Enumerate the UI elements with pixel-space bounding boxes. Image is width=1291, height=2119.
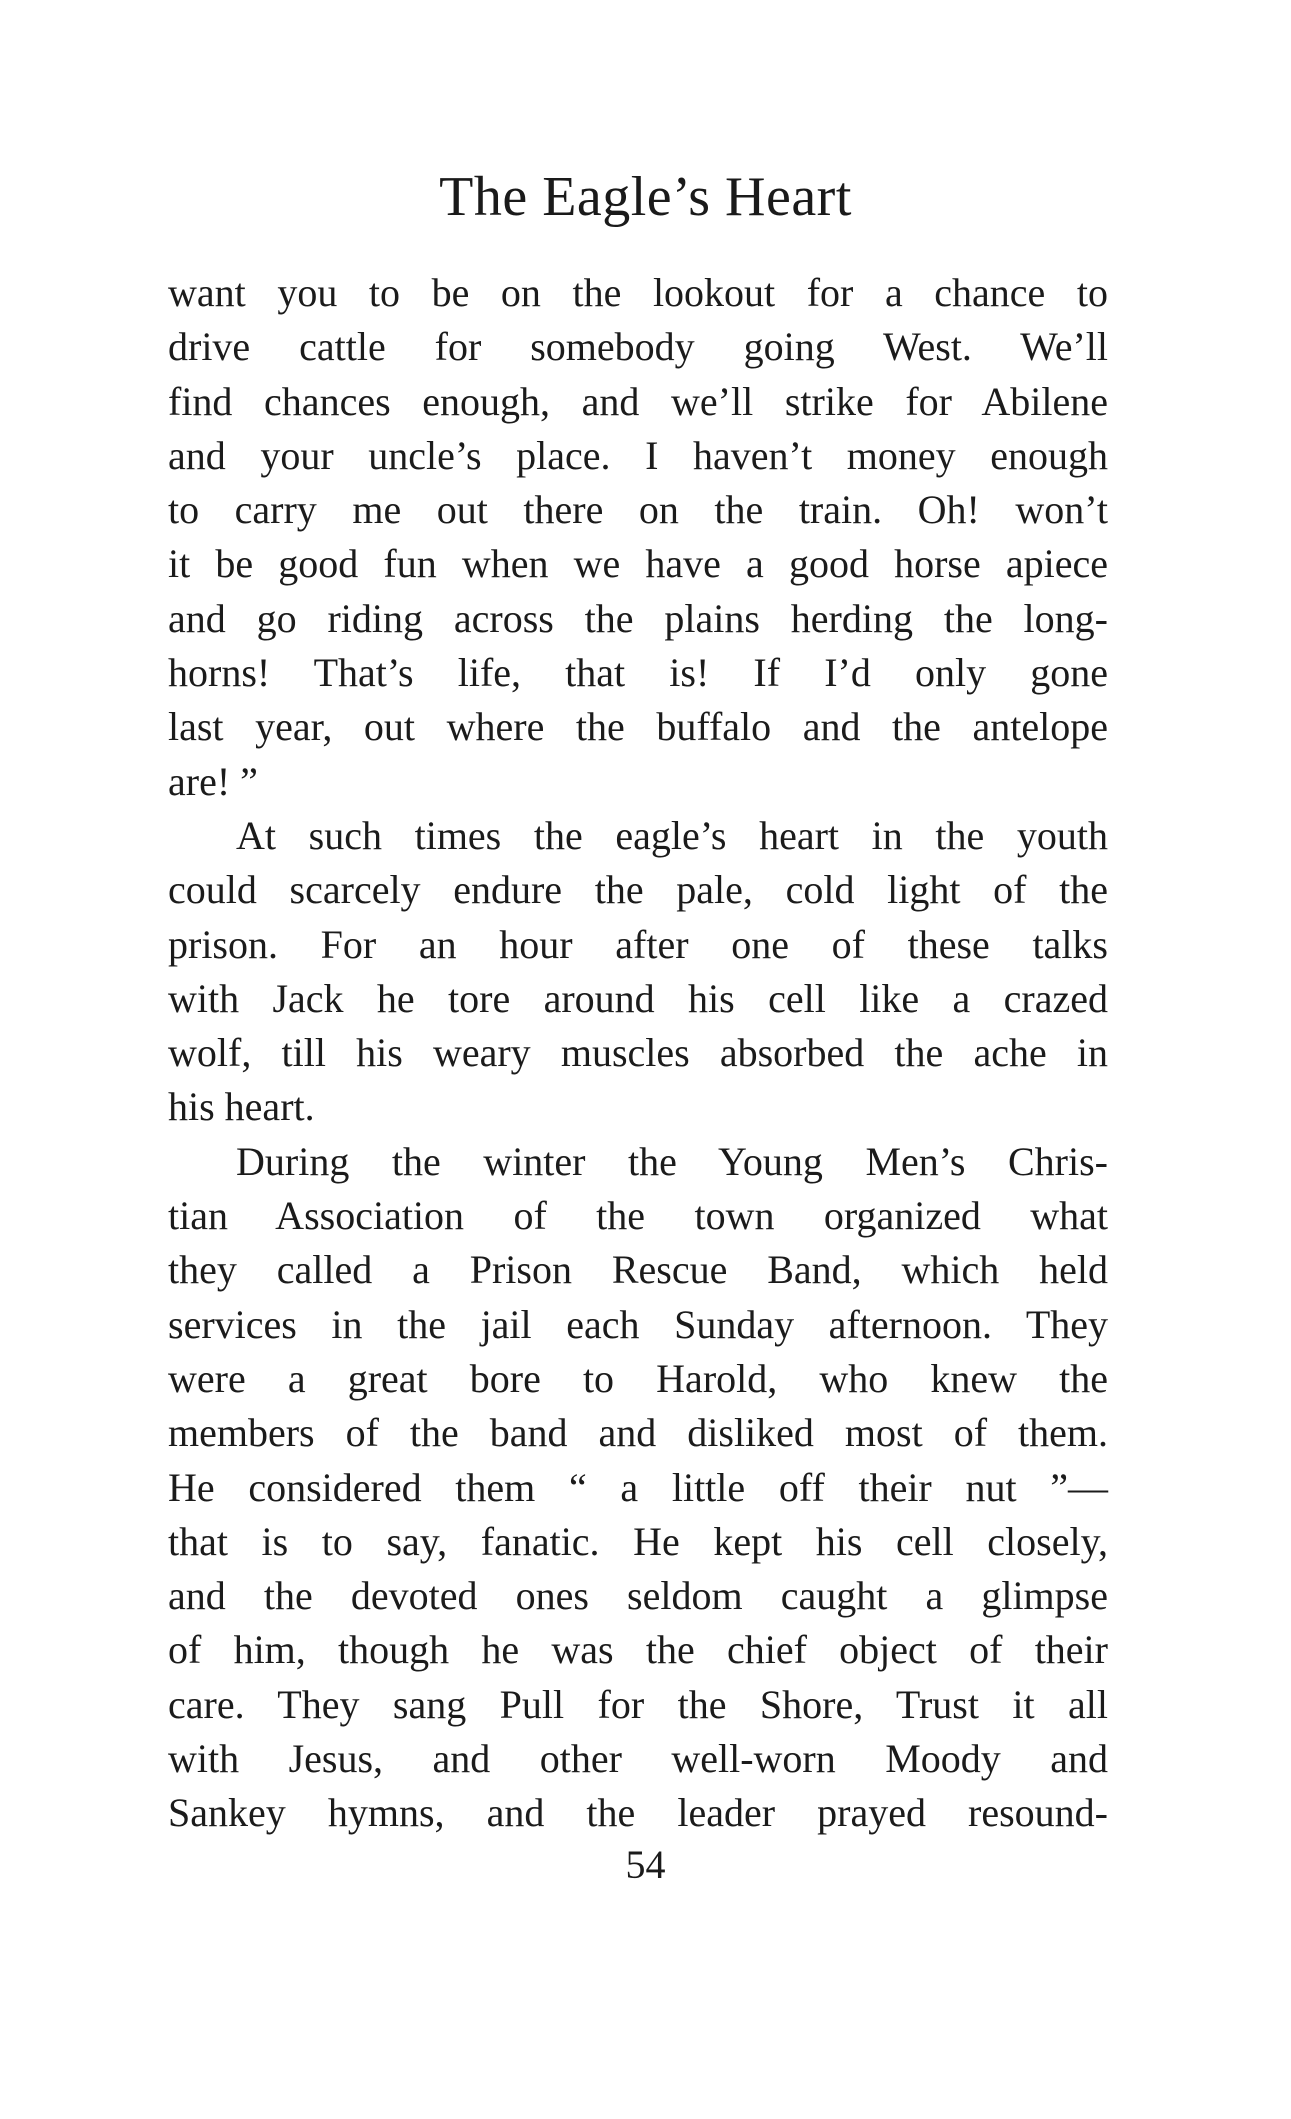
- text-line: they called a Prison Rescue Band, which held: [168, 1247, 1108, 1293]
- text-line: to carry me out there on the train. Oh! won’t: [168, 487, 1108, 533]
- text-line: want you to be on the lookout for a chance to: [168, 270, 1108, 315]
- text-line: last year, out where the buffalo and the antelope: [168, 704, 1108, 750]
- text-line: his heart.: [168, 1084, 315, 1130]
- text-line: with Jack he tore around his cell like a crazed: [168, 975, 1108, 1021]
- text-line: with Jesus, and other well-worn Moody and: [168, 1736, 1108, 1782]
- text-line: are! ”: [168, 758, 258, 804]
- text-line: care. They sang Pull for the Shore, Trust it all: [168, 1681, 1108, 1727]
- text-line: and your uncle’s place. I haven’t money enough: [168, 432, 1108, 478]
- text-line: and go riding across the plains herding the long-: [168, 595, 1108, 641]
- text-line: Sankey hymns, and the leader prayed resound-: [168, 1790, 1108, 1836]
- text-line: During the winter the Young Men’s Chris-: [236, 1138, 1108, 1184]
- text-line: could scarcely endure the pale, cold light of the: [168, 867, 1108, 913]
- text-line: services in the jail each Sunday afternoon. They: [168, 1301, 1108, 1347]
- text-line: of him, though he was the chief object of their: [168, 1627, 1108, 1673]
- text-line: were a great bore to Harold, who knew the: [168, 1355, 1108, 1401]
- text-line: prison. For an hour after one of these talks: [168, 921, 1108, 967]
- page-number: 54: [625, 1842, 666, 1887]
- text-line: members of the band and disliked most of them.: [168, 1410, 1108, 1456]
- text-line: wolf, till his weary muscles absorbed the ache in: [168, 1030, 1108, 1076]
- text-line: He considered them “ a little off their nut ”—: [168, 1464, 1108, 1510]
- text-line: drive cattle for somebody going West. We’ll: [168, 324, 1108, 370]
- text-line: find chances enough, and we’ll strike for Abilene: [168, 378, 1108, 424]
- running-head-title: The Eagle’s Heart: [439, 166, 852, 228]
- text-line: and the devoted ones seldom caught a glimpse: [168, 1573, 1108, 1619]
- text-line: it be good fun when we have a good horse apiece: [168, 541, 1108, 587]
- body-text: [168, 266, 1108, 1841]
- text-line: At such times the eagle’s heart in the youth: [236, 812, 1108, 858]
- text-line: that is to say, fanatic. He kept his cell closely,: [168, 1518, 1108, 1564]
- text-line: horns! That’s life, that is! If I’d only gone: [168, 650, 1108, 696]
- text-line: tian Association of the town organized what: [168, 1193, 1108, 1239]
